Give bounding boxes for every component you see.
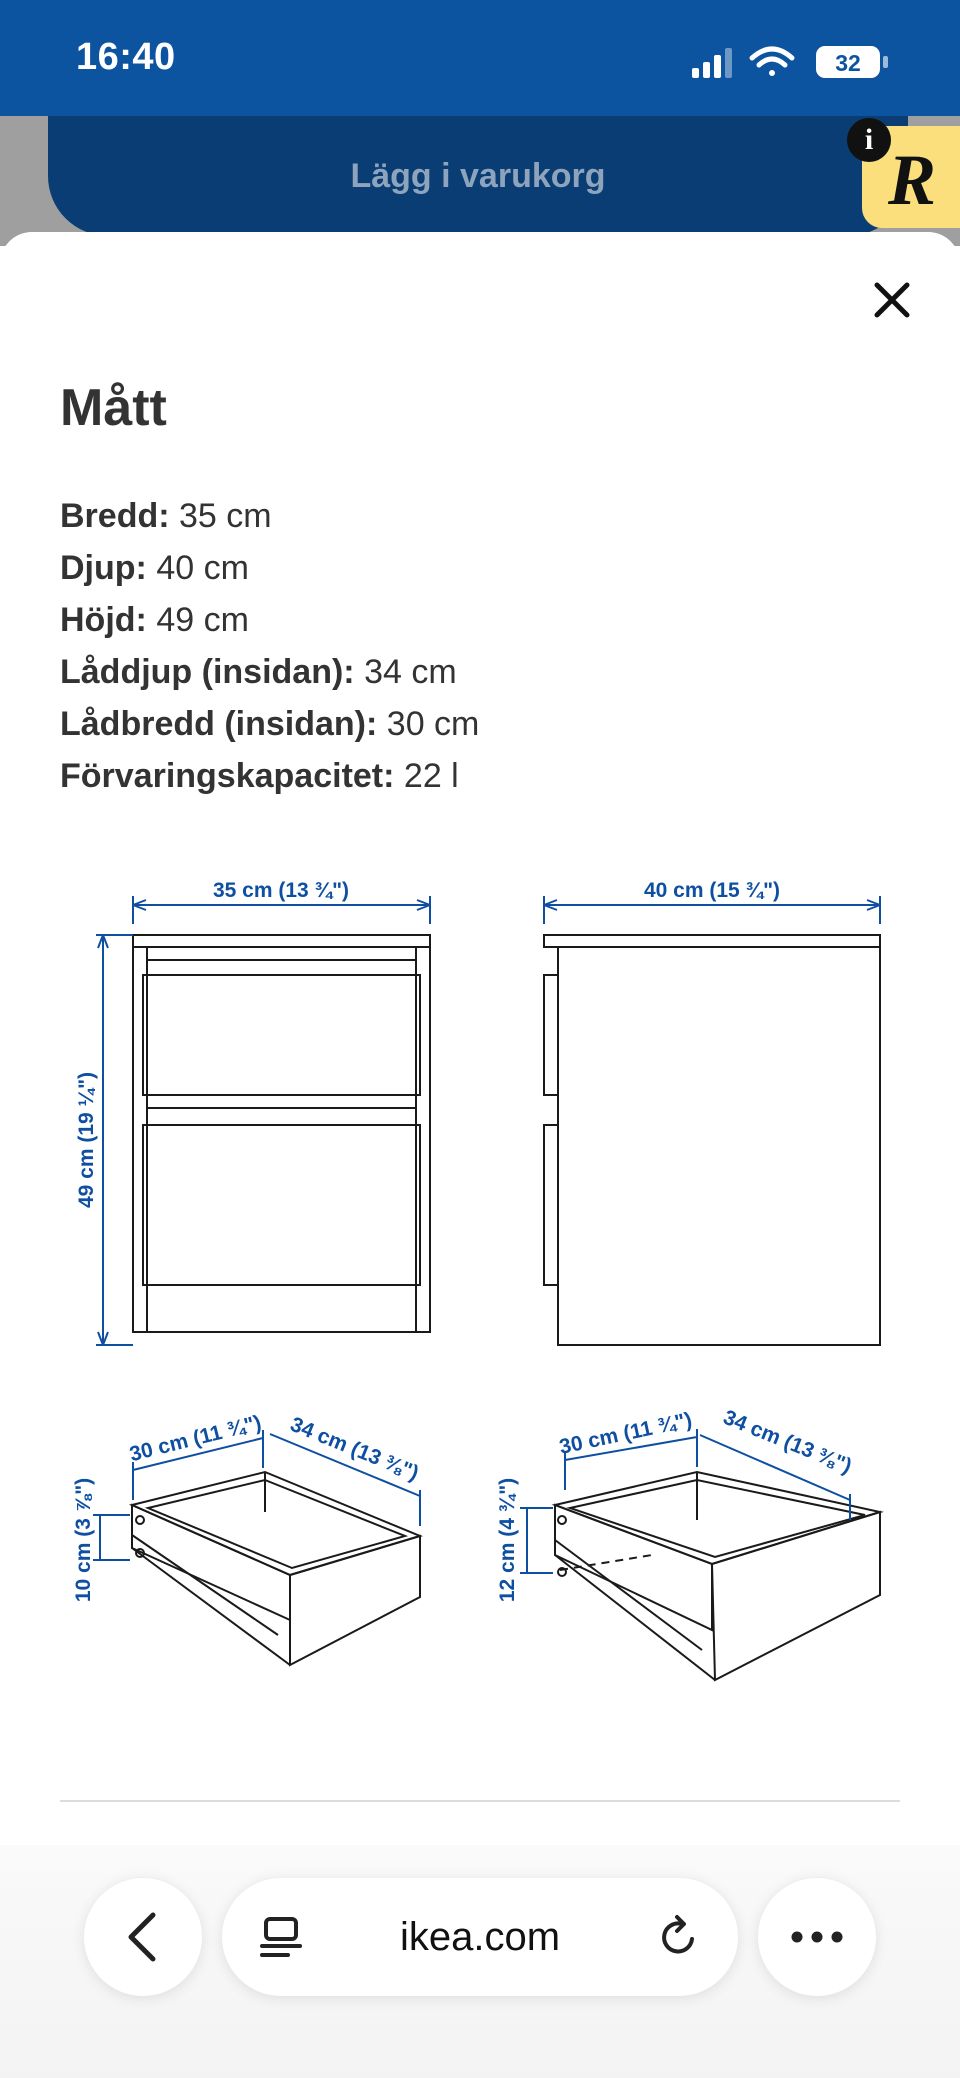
status-icons: [692, 42, 912, 82]
spec-row: [60, 594, 479, 646]
spec-row: [60, 646, 479, 698]
spec-row: [60, 542, 479, 594]
url-text[interactable]: ikea.com: [399, 1915, 561, 1959]
chevron-left-icon: [123, 1911, 163, 1963]
drawer-small-drawing: [132, 1472, 420, 1665]
battery-icon: [816, 46, 888, 78]
spec-value: 34 cm: [364, 653, 457, 691]
spec-label: Höjd:: [60, 601, 147, 639]
spec-value: 30 cm: [386, 705, 480, 743]
drawer-large-depth-label: 34 cm (13 ⅜"): [720, 1405, 855, 1479]
sheet-title: Mått: [60, 379, 167, 437]
side-view-drawing: [544, 935, 880, 1345]
drawer-small-width-label: 30 cm (11 ¾"): [127, 1411, 264, 1467]
front-height-dimension: [96, 935, 133, 1345]
drawer-large-height-label: 12 cm (4 ¾"): [496, 1477, 519, 1603]
more-dots-icon: [791, 1931, 843, 1943]
drawer-small-depth-label: 34 cm (13 ⅜"): [287, 1412, 422, 1486]
svg-text:R: R: [887, 140, 937, 220]
spec-label: Förvaringskapacitet:: [60, 757, 395, 795]
add-to-cart-button[interactable]: Lägg i varukorg: [48, 116, 908, 236]
info-icon[interactable]: i: [847, 118, 891, 162]
drawer-small-height-label: 10 cm (3 ⅞"): [72, 1477, 95, 1603]
spec-value: 49 cm: [156, 601, 249, 639]
dimension-list: [60, 490, 479, 802]
spec-row: [60, 490, 479, 542]
drawer-large-drawing: [555, 1472, 880, 1680]
spec-row: [60, 750, 479, 802]
side-depth-label: 40 cm (15 ¾"): [643, 879, 781, 902]
spec-label: Djup:: [60, 549, 147, 587]
close-icon: [872, 280, 912, 320]
reload-icon[interactable]: [656, 1914, 702, 1960]
dimension-drawings: [60, 860, 900, 1710]
spec-value: 35 cm: [179, 497, 272, 535]
more-button[interactable]: [758, 1878, 876, 1996]
back-button[interactable]: [84, 1878, 202, 1996]
spec-row: [60, 698, 479, 750]
battery-level: 32: [835, 50, 861, 76]
front-view-drawing: [133, 935, 430, 1332]
front-width-label: 35 cm (13 ¾"): [212, 879, 350, 902]
drawer-large-width-label: 30 cm (11 ¾"): [557, 1408, 695, 1459]
front-height-label: 49 cm (19 ¼"): [75, 1071, 98, 1209]
address-bar[interactable]: [222, 1878, 738, 1996]
spec-label: Lådbredd (insidan):: [60, 705, 378, 743]
signal-icon: [692, 48, 732, 78]
status-time: 16:40: [76, 36, 176, 78]
status-bar: [0, 0, 960, 116]
spec-label: Låddjup (insidan):: [60, 653, 355, 691]
spec-label: Bredd:: [60, 497, 170, 535]
divider: [60, 1800, 900, 1802]
spec-value: 22 l: [403, 757, 459, 795]
spec-value: 40 cm: [156, 549, 249, 587]
wifi-icon: [752, 49, 792, 76]
close-button[interactable]: [862, 270, 922, 330]
